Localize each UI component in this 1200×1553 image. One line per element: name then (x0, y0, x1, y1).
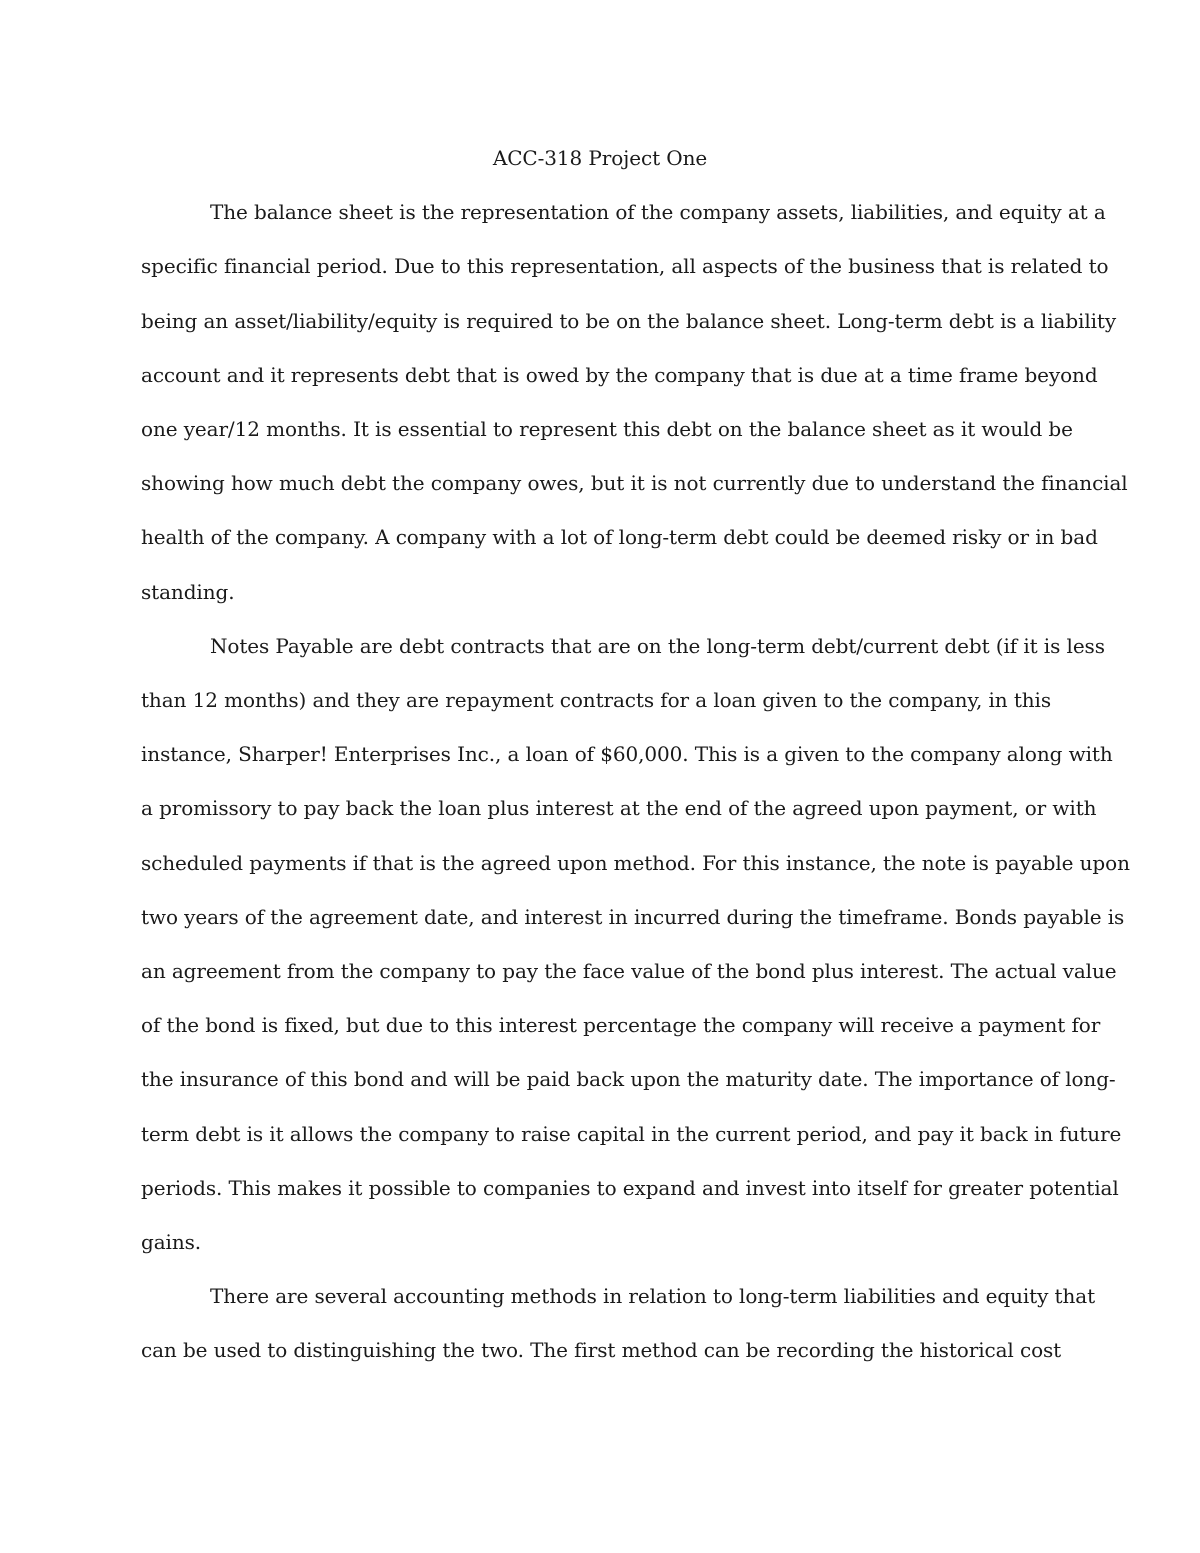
paragraph-line: scheduled payments if that is the agreed upon method. For this instance, the note is payable upon (141, 850, 1130, 875)
paragraph-line: can be used to distinguishing the two. The first method can be recording the historical cost (141, 1338, 1062, 1363)
document-body (141, 131, 1130, 1378)
paragraph-line: account and it represents debt that is owed by the company that is due at a time frame beyond (141, 362, 1098, 387)
paragraph-line: specific financial period. Due to this representation, all aspects of the business that is related to (141, 254, 1109, 279)
paragraph-line: Notes Payable are debt contracts that are on the long-term debt/current debt (if it is less (210, 633, 1105, 658)
paragraph-line: the insurance of this bond and will be paid back upon the maturity date. The importance of long- (141, 1067, 1116, 1092)
paragraph-line: a promissory to pay back the loan plus interest at the end of the agreed upon payment, or with (141, 796, 1097, 821)
paragraph-line: than 12 months) and they are repayment contracts for a loan given to the company, in this (141, 688, 1052, 713)
paragraph-line: one year/12 months. It is essential to represent this debt on the balance sheet as it would be (141, 417, 1073, 442)
paragraph-line: term debt is it allows the company to raise capital in the current period, and pay it back in future (141, 1121, 1122, 1146)
paragraph-line: showing how much debt the company owes, but it is not currently due to understand the financial (141, 471, 1128, 496)
paragraph-line: standing. (141, 579, 235, 604)
document-title: ACC-318 Project One (492, 146, 708, 170)
paragraph-line: health of the company. A company with a lot of long-term debt could be deemed risky or in bad (141, 525, 1098, 550)
paragraph-3 (141, 1269, 1096, 1377)
paragraph-2 (141, 619, 1130, 1269)
paragraph-line: an agreement from the company to pay the face value of the bond plus interest. The actual value (141, 959, 1117, 984)
paragraph-line: of the bond is fixed, but due to this interest percentage the company will receive a payment for (141, 1013, 1101, 1038)
paragraph-line: periods. This makes it possible to companies to expand and invest into itself for greater potential (141, 1175, 1119, 1200)
paragraph-line: two years of the agreement date, and interest in incurred during the timeframe. Bonds payable is (141, 904, 1125, 929)
paragraph-1 (141, 185, 1128, 619)
paragraph-line: gains. (141, 1230, 202, 1255)
paragraph-line: The balance sheet is the representation of the company assets, liabilities, and equity at a (210, 200, 1106, 225)
paragraph-line: There are several accounting methods in relation to long-term liabilities and equity that (210, 1284, 1096, 1309)
paragraph-line: being an asset/liability/equity is required to be on the balance sheet. Long-term debt is a liability (141, 308, 1117, 333)
paragraph-line: instance, Sharper! Enterprises Inc., a loan of $60,000. This is a given to the company along with (141, 742, 1113, 767)
